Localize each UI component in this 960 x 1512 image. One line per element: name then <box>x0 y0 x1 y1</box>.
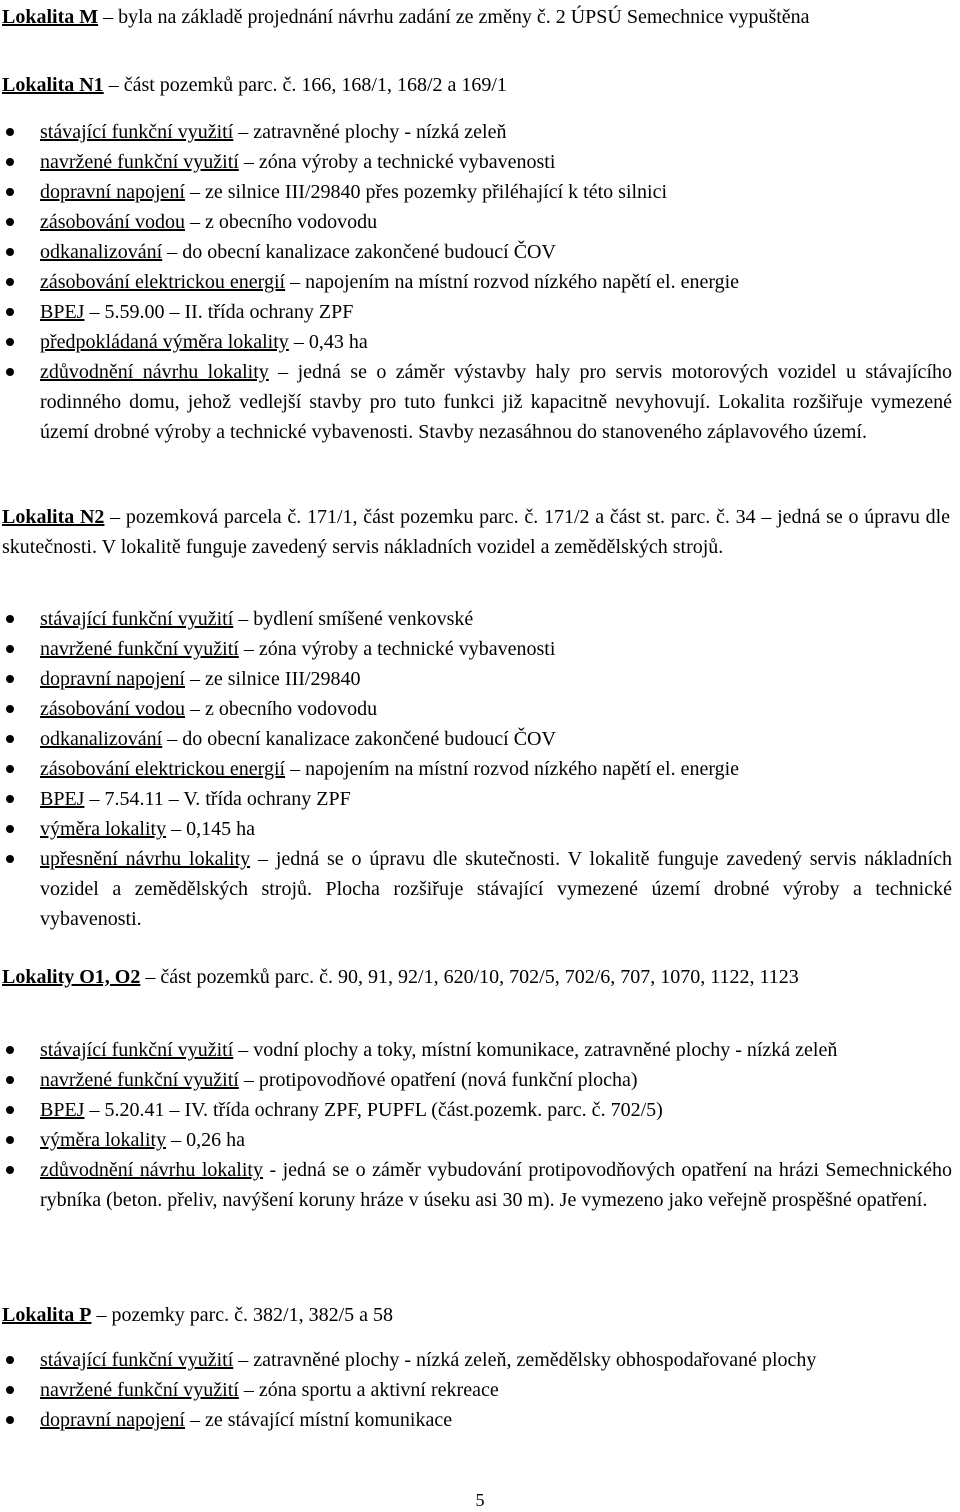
locality-n2-paragraph <box>2 502 950 562</box>
locality-n2-text: – pozemková parcela č. 171/1, část pozemku parc. č. 171/2 a část st. parc. č. 34 – jedná se o úpravu dle skutečnosti. V lokalitě funguje zavedený servis nákladních vozidel a zemědělských strojů. <box>2 506 951 558</box>
list-item: navržené funkční využití – zóna výroby a technické vybavenosti <box>2 634 952 664</box>
list-item: dopravní napojení – ze silnice III/29840 přes pozemky přiléhající k této silnici <box>2 177 952 207</box>
list-item: zdůvodnění návrhu lokality – jedná se o záměr výstavby haly pro servis motorových vozidel u stávajícího rodinného domu, jehož vedlejší stavby pro tuto funkci již kapacitně nevyhovují. Lokalita rozšiřuje vymezené území drobné výroby a technické vybavenosti. Stavby nezasáhnou do stanoveného záplavového území. <box>2 357 952 447</box>
list-item: navržené funkční využití – zóna výroby a technické vybavenosti <box>2 147 952 177</box>
locality-m-text: – byla na základě projednání návrhu zadání ze změny č. 2 ÚPSÚ Semechnice vypuštěna <box>98 6 810 28</box>
list-item: BPEJ – 5.59.00 – II. třída ochrany ZPF <box>2 297 952 327</box>
list-item: stávající funkční využití – vodní plochy a toky, místní komunikace, zatravněné plochy - nízká zeleň <box>2 1035 952 1065</box>
list-item: navržené funkční využití – protipovodňové opatření (nová funkční plocha) <box>2 1065 952 1095</box>
list-item: předpokládaná výměra lokality – 0,43 ha <box>2 327 952 357</box>
locality-o-title: Lokality O1, O2 <box>2 966 141 988</box>
locality-n1-text: – část pozemků parc. č. 166, 168/1, 168/2 a 169/1 <box>103 74 507 96</box>
page-number: 5 <box>475 1490 485 1510</box>
locality-p-paragraph <box>2 1300 950 1330</box>
locality-o-text: – část pozemků parc. č. 90, 91, 92/1, 620/10, 702/5, 702/6, 707, 1070, 1122, 1123 <box>140 966 799 988</box>
list-item: zdůvodnění návrhu lokality - jedná se o záměr vybudování protipovodňových opatření na hrázi Semechnického rybníka (beton. přeliv, navýšení koruny hráze v úseku asi 30 m). Je vymezeno jako veřejně prospěšné opatření. <box>2 1155 952 1215</box>
list-item: BPEJ – 5.20.41 – IV. třída ochrany ZPF, PUPFL (část.pozemk. parc. č. 702/5) <box>2 1095 952 1125</box>
locality-p-title: Lokalita P <box>2 1304 92 1326</box>
list-item: stávající funkční využití – zatravněné plochy - nízká zeleň <box>2 117 952 147</box>
locality-o-paragraph <box>2 962 950 992</box>
locality-p-text: – pozemky parc. č. 382/1, 382/5 a 58 <box>91 1304 394 1326</box>
list-item: navržené funkční využití – zóna sportu a aktivní rekreace <box>2 1375 952 1405</box>
list-item: dopravní napojení – ze stávající místní komunikace <box>2 1405 952 1435</box>
locality-p-list <box>2 1345 952 1435</box>
list-item: stávající funkční využití – zatravněné plochy - nízká zeleň, zemědělsky obhospodařované plochy <box>2 1345 952 1375</box>
locality-n1-list <box>2 117 952 447</box>
list-item: BPEJ – 7.54.11 – V. třída ochrany ZPF <box>2 784 952 814</box>
locality-o-list <box>2 1035 952 1215</box>
locality-n1-title: Lokalita N1 <box>2 74 104 96</box>
list-item: odkanalizování – do obecní kanalizace zakončené budoucí ČOV <box>2 237 952 267</box>
list-item: odkanalizování – do obecní kanalizace zakončené budoucí ČOV <box>2 724 952 754</box>
list-item: zásobování vodou – z obecního vodovodu <box>2 694 952 724</box>
locality-m-paragraph <box>2 2 950 32</box>
list-item: zásobování elektrickou energií – napojením na místní rozvod nízkého napětí el. energie <box>2 267 952 297</box>
list-item: výměra lokality – 0,145 ha <box>2 814 952 844</box>
list-item: dopravní napojení – ze silnice III/29840 <box>2 664 952 694</box>
locality-n2-title: Lokalita N2 <box>2 506 105 528</box>
list-item: stávající funkční využití – bydlení smíšené venkovské <box>2 604 952 634</box>
list-item: zásobování vodou – z obecního vodovodu <box>2 207 952 237</box>
list-item: upřesnění návrhu lokality – jedná se o úpravu dle skutečnosti. V lokalitě funguje zavedený servis nákladních vozidel a zemědělských strojů. Plocha rozšiřuje stávající vymezené území drobné výroby a technické vybavenosti. <box>2 844 952 934</box>
list-item: výměra lokality – 0,26 ha <box>2 1125 952 1155</box>
locality-n2-list <box>2 604 952 934</box>
locality-m-title: Lokalita M <box>2 6 99 28</box>
list-item: zásobování elektrickou energií – napojením na místní rozvod nízkého napětí el. energie <box>2 754 952 784</box>
locality-n1-heading <box>2 70 950 100</box>
